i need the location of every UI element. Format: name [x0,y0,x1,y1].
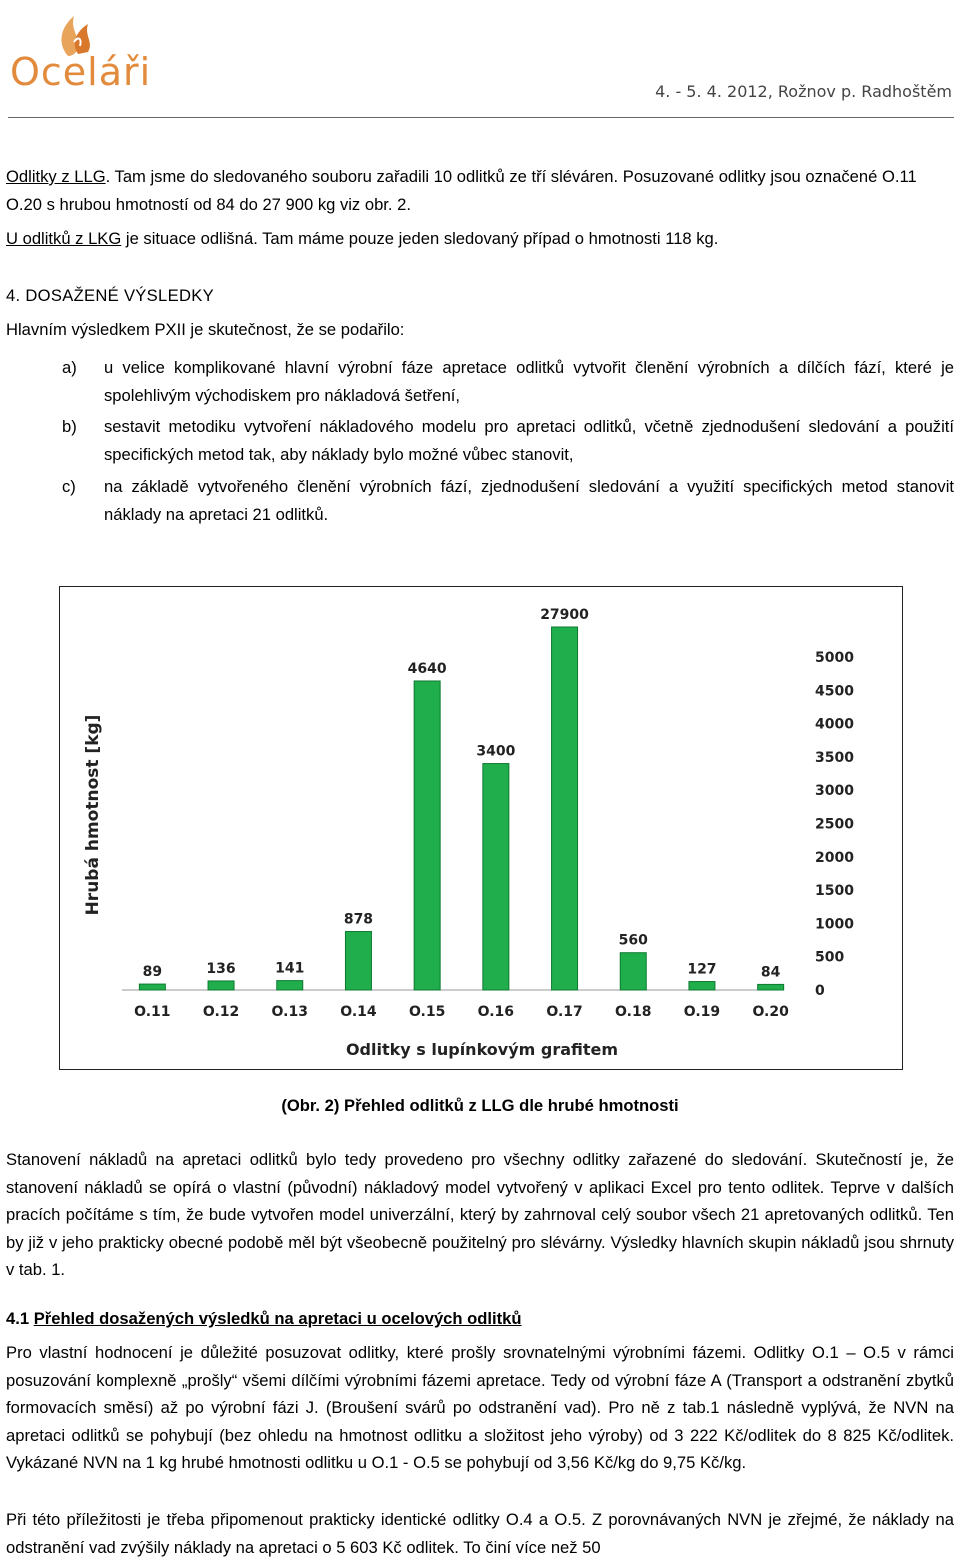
lkg-text: je situace odlišná. Tam máme pouze jeden sledovaný případ o hmotnosti 118 kg. [121,229,719,248]
chart-bar [689,982,715,990]
logo-text: Oceláři [10,50,152,94]
list-text: u velice komplikované hlavní výrobní fáze apretace odlitků vytvořit členění výrobních a dílčích fází, které je spolehlivým východiskem pro nákladová šetření, [104,358,954,405]
intro-lkg-paragraph [6,225,954,253]
chart-bar [139,984,165,990]
chart-data-label: 84 [760,964,781,981]
chart-data-label: 878 [343,911,374,928]
subsection-title: Přehled dosažených výsledků na apretaci u ocelových odlitků [33,1309,522,1328]
chart-data-label: 560 [618,932,648,949]
chart-y-tick-label: 4500 [815,683,854,700]
chart-x-tick-label: O.14 [340,1004,377,1020]
bar-chart [60,587,902,1069]
comparison-paragraph: Při této příležitosti je třeba připomenout prakticky identické odlitky O.4 a O.5. Z porovnávaných NVN je zřejmé, že náklady na odstranění vad zvýšily náklady na apretaci o 5 603 Kč odlitek. To činí více než 50 [6,1510,954,1557]
chart-x-tick-label: O.12 [202,1004,240,1020]
chart-y-tick-label: 2000 [815,849,854,866]
chart-x-tick-label: O.15 [408,1004,446,1020]
chart-bar [277,981,303,990]
chart-data-label: 27900 [540,607,589,623]
result-item-c [6,473,954,528]
intro-llg-paragraph [6,163,954,218]
result-item-a [6,354,954,409]
list-label: a) [62,358,77,377]
chart-y-axis-label: Hrubá hmotnost [kg] [83,714,103,916]
chart-y-tick-label: 1000 [815,916,854,933]
chart-y-tick-label: 0 [815,983,825,999]
evaluation-paragraph: Pro vlastní hodnocení je důležité posuzovat odlitky, které prošly srovnatelnými výrobními fázemi. Odlitky O.1 – O.5 v rámci posuzování komplexně „prošly“ všemi dílčími výrobními fázemi apretace. Tedy od výrobní fáze A (Transport a odstranění zbytků formovacích směsí) až po výrobní fázi J. (Broušení svárů po odstranění vad). Pro ně z tab.1 následně vyplývá, že NVN na apretaci odlitků se pohybují (bez ohledu na hmotnost odlitku a složitost jeho výroby) od 3 222 Kč/odlitek do 8 825 Kč/odlitek. Vykázané NVN na 1 kg hrubé hmotnosti odlitku u O.1 - O.5 se pohybují od 3,56 Kč/kg do 9,75 Kč/kg. [6,1343,954,1472]
chart-x-axis-label: Odlitky s lupínkovým grafitem [345,1040,619,1059]
chart-data-label: 141 [275,960,305,977]
chart-bar [620,953,646,990]
chart-bar [758,984,784,990]
lkg-link: U odlitků z LKG [6,229,122,248]
chart-frame [59,586,903,1070]
chart-data-label: 89 [142,964,163,981]
caption-text: 2) Přehled odlitků z LLG dle hrubé hmotnosti [324,1096,679,1115]
costs-paragraph: Stanovení nákladů na apretaci odlitků bylo tedy provedeno pro všechny odlitky zařazené do sledování. Skutečností je, že stanovení nákladů se opírá o vlastní (původní) nákladový model vytvořený v aplikaci Excel pro tento odlitek. Teprve v dalších pracích počítáme s tím, že bude vytvořen model univerzální, který by zahrnoval celý soubor všech 21 apretovaných odlitků. Ten by již v jeho prakticky obecné podobě měl být všeobecně použitelný pro slévárny. Výsledky hlavních skupin nákladů jsou shrnuty v tab. 1. [6,1150,954,1279]
llg-text: . Tam jsme do sledovaného souboru zařadili 10 odlitků ze tří sléváren. Posuzované odlitky jsou označené O.11 O.20 s hrubou hmotností od 84 do 27 900 kg viz obr. 2. [6,167,917,214]
chart-bar [208,981,234,990]
chart-data-label: 127 [687,961,717,978]
chart-y-tick-label: 1500 [815,883,854,900]
list-label: c) [62,477,76,496]
figure-caption [0,1096,960,1116]
chart-x-tick-label: O.16 [477,1004,515,1020]
chart-y-tick-label: 5000 [815,650,854,666]
chart-x-tick-label: O.18 [615,1004,652,1020]
caption-prefix: (Obr. [281,1096,325,1115]
chart-bar [483,764,509,990]
chart-bar [345,932,371,990]
chart-y-tick-label: 500 [815,949,845,966]
list-label: b) [62,417,77,436]
chart-data-label: 136 [206,960,236,977]
list-text: na základě vytvořeného členění výrobních fází, zjednodušení sledování a využití specifických metod stanovit náklady na apretaci 21 odlitků. [104,477,954,524]
section-lead: Hlavním výsledkem PXII je skutečnost, že se podařilo: [6,320,405,339]
list-text: sestavit metodiku vytvoření nákladového modelu pro apretaci odlitků, včetně zjednodušení sledování a použití specifických metod tak, aby náklady bylo možné vůbec stanovit, [104,417,954,464]
chart-x-tick-label: O.20 [752,1004,789,1020]
subsection-heading [6,1305,954,1333]
chart-data-label: 3400 [476,743,516,760]
event-date-location: 4. - 5. 4. 2012, Rožnov p. Radhoštěm [655,82,952,101]
header-divider [8,117,954,118]
result-item-b [6,413,954,468]
chart-x-tick-label: O.17 [546,1004,583,1020]
chart-y-tick-label: 2500 [815,816,854,833]
chart-x-tick-label: O.13 [271,1004,308,1020]
chart-bar [552,627,578,990]
chart-y-tick-label: 4000 [815,716,854,733]
subsection-number: 4.1 [6,1309,34,1328]
llg-link: Odlitky z LLG [6,167,106,186]
chart-x-tick-label: O.19 [683,1004,721,1020]
section-heading: 4. DOSAŽENÉ VÝSLEDKY [6,286,214,305]
chart-y-tick-label: 3500 [815,749,854,766]
chart-bar [414,681,440,990]
chart-x-tick-label: O.11 [134,1004,171,1020]
chart-y-tick-label: 3000 [815,783,854,800]
chart-data-label: 4640 [407,660,447,677]
